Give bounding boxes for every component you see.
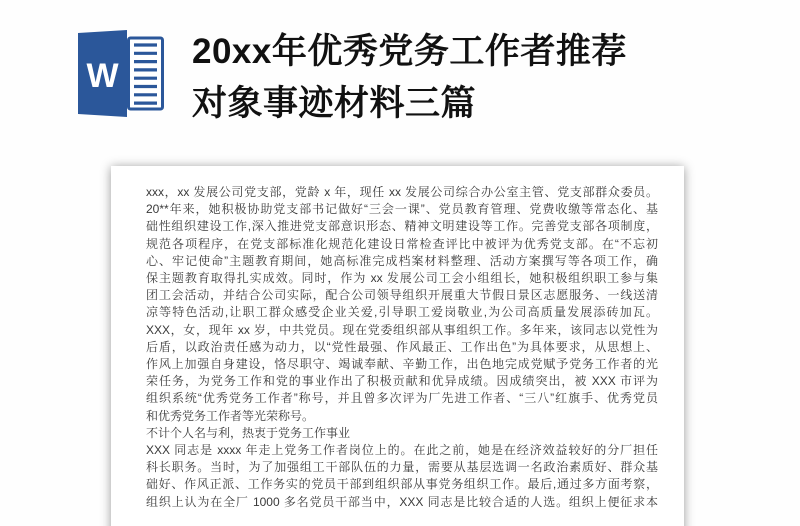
word-icon-letter: W [86, 57, 119, 95]
document-line: 作风上加强自身建设，恪尽职守、竭诚奉献、辛勤工作，出色地完成党赋予党务工作者的光 [146, 357, 658, 372]
document-line: xxx，xx 发展公司党支部，党龄 x 年，现任 xx 发展公司综合办公室主管、党支部群众委员。 [146, 185, 658, 199]
document-line: 础性组织建设工作,深入推进党支部意识形态、精神文明建设等工作。完善党支部各项制度， [146, 219, 658, 234]
document-line: 保主题教育取得扎实成效。同时，作为 xx 发展公司工会小组组长，她积极组织职工参与集 [146, 271, 658, 286]
document-line: 心、牢记使命”主题教育期间，她高标准完成档案材料整理、活动方案撰写等各项工作，确 [146, 253, 658, 268]
document-line: 凉等特色活动,让职工群众感受企业关爱,引导职工爱岗敬业,为公司高质量发展添砖加瓦。 [146, 305, 658, 320]
document-line: 20**年来，她积极协助党支部书记做好“三会一课”、党员教育管理、党费收缴等常态化、基 [146, 202, 658, 217]
page-title: 20xx年优秀党务工作者推荐对象事迹材料三篇 [192, 32, 627, 123]
document-line: XXX 同志是 xxxx 年走上党务工作者岗位上的。在此之前，她是在经济效益较好的分厂担任 [146, 443, 658, 458]
document-line: 组织上认为在全厂 1000 多名党员干部当中，XXX 同志是比较合适的人选。组织上便征求本 [146, 494, 658, 509]
document-line: 组织系统“优秀党务工作者”称号，并且曾多次评为厂先进工作者、“三八”红旗手、优秀党员 [146, 391, 658, 406]
document-line: 础好、作风正派、工作务实的党员干部到组织部从事党务组织工作。最后,通过多方面考察， [146, 477, 658, 492]
document-page [111, 166, 684, 526]
document-line: 规范各项程序，在党支部标准化规范化建设日常检查评比中被评为优秀党支部。在“不忘初 [146, 236, 658, 251]
word-file-icon [78, 29, 166, 119]
document-line: 后盾，以政治责任感为动力，以“党性最强、作风最正、工作出色”为具体要求，从思想上、 [146, 339, 658, 354]
document-line: 科长职务。当时，为了加强组工干部队伍的力量，需要从基层选调一名政治素质好、群众基 [146, 460, 658, 475]
document-header [0, 0, 800, 130]
document-line: 荣任务，为党务工作和党的事业作出了积极贡献和优异成绩。因成绩突出，被 XXX 市评为 [146, 374, 658, 389]
document-subheading: 不计个人名与利，热衷于党务工作事业 [146, 425, 351, 440]
document-line: 和优秀党务工作者等光荣称号。 [146, 408, 315, 423]
document-line: XXX，女，现年 xx 岁，中共党员。现在党委组织部从事组织工作。多年来，该同志以党性为 [146, 322, 658, 337]
document-line: 团工会活动，并结合公司实际，配合公司领导组织开展重大节假日景区志愿服务、一线送清 [146, 288, 658, 303]
word-icon-sheet [129, 38, 163, 109]
